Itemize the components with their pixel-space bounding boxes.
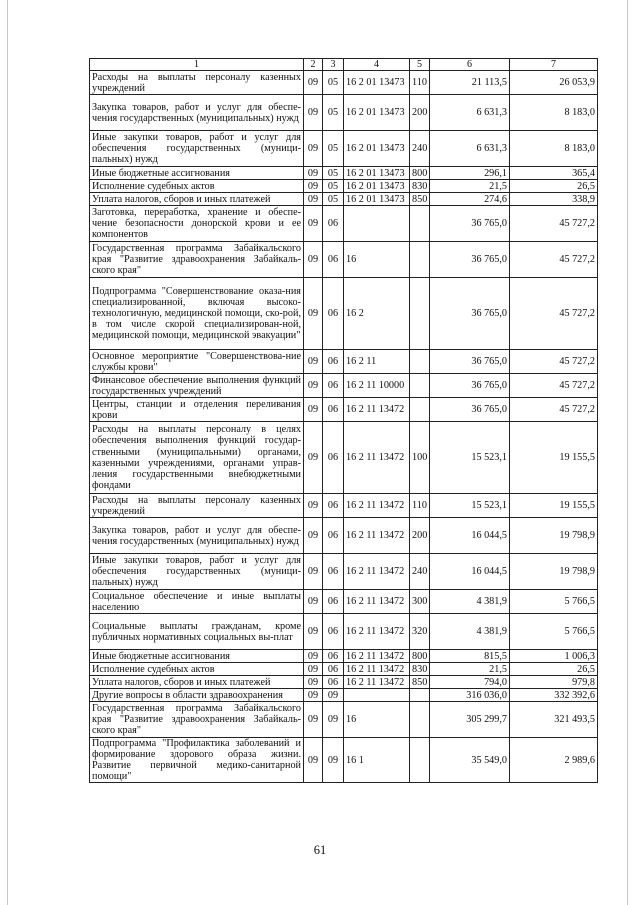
row-target-code: 16 2 11 13472 [344, 518, 410, 554]
row-subsection: 06 [323, 374, 344, 398]
row-target-code: 16 2 11 13472 [344, 650, 410, 663]
row-amount-col6: 316 036,0 [430, 689, 510, 702]
row-amount-col7: 45 727,2 [510, 398, 598, 422]
row-expense-type: 830 [410, 180, 430, 193]
table-row [90, 206, 598, 242]
row-target-code: 16 2 11 10000 [344, 374, 410, 398]
row-subsection: 06 [323, 518, 344, 554]
row-name: Социальное обеспечение и иные выплаты населению [90, 590, 304, 614]
row-amount-col7: 19 798,9 [510, 518, 598, 554]
row-subsection: 06 [323, 614, 344, 650]
header-cell-5: 5 [410, 59, 430, 71]
row-section: 09 [304, 422, 323, 494]
row-subsection: 06 [323, 206, 344, 242]
budget-table [89, 58, 598, 783]
header-cell-2: 2 [304, 59, 323, 71]
row-expense-type: 100 [410, 422, 430, 494]
row-amount-col7: 365,4 [510, 167, 598, 180]
table-row [90, 131, 598, 167]
row-amount-col6: 794,0 [430, 676, 510, 689]
header-cell-6: 6 [430, 59, 510, 71]
table-row [90, 676, 598, 689]
row-amount-col6: 36 765,0 [430, 398, 510, 422]
table-row [90, 422, 598, 494]
row-amount-col6: 4 381,9 [430, 614, 510, 650]
header-cell-3: 3 [323, 59, 344, 71]
row-section: 09 [304, 554, 323, 590]
row-amount-col7: 8 183,0 [510, 95, 598, 131]
row-amount-col7: 321 493,5 [510, 702, 598, 738]
row-section: 09 [304, 518, 323, 554]
table-row [90, 242, 598, 278]
row-expense-type [410, 398, 430, 422]
table-row [90, 702, 598, 738]
row-subsection: 06 [323, 278, 344, 350]
row-name: Закупка товаров, работ и услуг для обеспе-чения государственных (муниципальных) нужд [90, 518, 304, 554]
row-name: Другие вопросы в области здравоохранения [90, 689, 304, 702]
row-subsection: 09 [323, 689, 344, 702]
row-target-code: 16 2 01 13473 [344, 167, 410, 180]
row-amount-col6: 274,6 [430, 193, 510, 206]
row-expense-type: 850 [410, 193, 430, 206]
row-target-code: 16 1 [344, 738, 410, 783]
row-target-code: 16 2 01 13473 [344, 131, 410, 167]
row-subsection: 05 [323, 167, 344, 180]
row-amount-col7: 45 727,2 [510, 350, 598, 374]
row-expense-type [410, 374, 430, 398]
row-expense-type [410, 242, 430, 278]
header-cell-1: 1 [90, 59, 304, 71]
row-section: 09 [304, 663, 323, 676]
row-target-code: 16 2 11 13472 [344, 663, 410, 676]
row-amount-col6: 21,5 [430, 180, 510, 193]
table-row [90, 738, 598, 783]
row-name: Иные закупки товаров, работ и услуг для обеспечения государственных (муници-пальных) нужд [90, 554, 304, 590]
header-cell-7: 7 [510, 59, 598, 71]
row-amount-col7: 332 392,6 [510, 689, 598, 702]
row-subsection: 06 [323, 350, 344, 374]
row-expense-type: 830 [410, 663, 430, 676]
row-expense-type [410, 738, 430, 783]
row-expense-type: 800 [410, 650, 430, 663]
row-expense-type [410, 702, 430, 738]
row-section: 09 [304, 206, 323, 242]
row-amount-col6: 36 765,0 [430, 374, 510, 398]
table-row [90, 614, 598, 650]
row-amount-col6: 6 631,3 [430, 95, 510, 131]
row-subsection: 05 [323, 71, 344, 95]
table-row [90, 193, 598, 206]
row-target-code: 16 2 11 13472 [344, 494, 410, 518]
row-expense-type: 320 [410, 614, 430, 650]
row-name: Государственная программа Забайкальского края "Развитие здравоохранения Забайкаль-ского края" [90, 702, 304, 738]
row-expense-type [410, 278, 430, 350]
row-target-code: 16 2 [344, 278, 410, 350]
row-subsection: 09 [323, 738, 344, 783]
row-expense-type [410, 206, 430, 242]
row-expense-type [410, 689, 430, 702]
row-section: 09 [304, 494, 323, 518]
row-expense-type: 800 [410, 167, 430, 180]
row-section: 09 [304, 278, 323, 350]
row-subsection: 05 [323, 95, 344, 131]
row-target-code [344, 206, 410, 242]
row-name: Государственная программа Забайкальского края "Развитие здравоохранения Забайкаль-ского края" [90, 242, 304, 278]
budget-table-body [90, 59, 598, 783]
row-amount-col7: 45 727,2 [510, 278, 598, 350]
row-amount-col7: 26 053,9 [510, 71, 598, 95]
table-row [90, 650, 598, 663]
row-name: Расходы на выплаты персоналу казенных учреждений [90, 71, 304, 95]
row-subsection: 06 [323, 676, 344, 689]
row-amount-col7: 19 155,5 [510, 422, 598, 494]
row-name: Расходы на выплаты персоналу казенных учреждений [90, 494, 304, 518]
row-amount-col6: 296,1 [430, 167, 510, 180]
row-target-code: 16 [344, 702, 410, 738]
row-name: Подпрограмма "Совершенствование оказа-ния специализированной, включая высоко-технологичную, медицинской помощи, ско-рой, в том числе скорой специализирован-ной, медицинской помощи, медицинской эвакуации" [90, 278, 304, 350]
row-amount-col6: 305 299,7 [430, 702, 510, 738]
row-subsection: 06 [323, 663, 344, 676]
table-row [90, 689, 598, 702]
scan-left-edge [7, 0, 8, 905]
header-row [90, 59, 598, 71]
row-subsection: 06 [323, 242, 344, 278]
row-amount-col7: 26,5 [510, 663, 598, 676]
table-row [90, 71, 598, 95]
row-amount-col6: 36 765,0 [430, 350, 510, 374]
row-amount-col6: 36 765,0 [430, 206, 510, 242]
scan-right-edge [627, 0, 628, 905]
row-section: 09 [304, 350, 323, 374]
row-amount-col6: 15 523,1 [430, 422, 510, 494]
row-name: Социальные выплаты гражданам, кроме публичных нормативных социальных вы-плат [90, 614, 304, 650]
row-amount-col6: 36 765,0 [430, 278, 510, 350]
row-name: Исполнение судебных актов [90, 180, 304, 193]
row-name: Расходы на выплаты персоналу в целях обеспечения выполнения функций государ-ственными (муниципальными) органами, казенными учреждениями, органами управ-ления государственными внебюджетными фондами [90, 422, 304, 494]
page-number: 61 [313, 843, 327, 857]
row-amount-col7: 8 183,0 [510, 131, 598, 167]
row-amount-col7: 338,9 [510, 193, 598, 206]
row-target-code: 16 2 11 13472 [344, 554, 410, 590]
row-amount-col6: 15 523,1 [430, 494, 510, 518]
row-name: Основное мероприятие "Совершенствова-ние службы крови" [90, 350, 304, 374]
row-target-code: 16 2 01 13473 [344, 180, 410, 193]
row-expense-type [410, 350, 430, 374]
table-row [90, 95, 598, 131]
row-amount-col6: 35 549,0 [430, 738, 510, 783]
row-subsection: 06 [323, 398, 344, 422]
row-amount-col7: 5 766,5 [510, 590, 598, 614]
row-section: 09 [304, 193, 323, 206]
row-subsection: 06 [323, 650, 344, 663]
row-amount-col6: 4 381,9 [430, 590, 510, 614]
row-expense-type: 110 [410, 494, 430, 518]
row-expense-type: 200 [410, 95, 430, 131]
row-target-code: 16 2 11 [344, 350, 410, 374]
table-row [90, 167, 598, 180]
row-amount-col7: 5 766,5 [510, 614, 598, 650]
row-name: Финансовое обеспечение выполнения функций государственных учреждений [90, 374, 304, 398]
row-amount-col7: 45 727,2 [510, 206, 598, 242]
row-target-code: 16 2 11 13472 [344, 590, 410, 614]
table-row [90, 518, 598, 554]
row-target-code: 16 2 01 13473 [344, 95, 410, 131]
row-target-code [344, 689, 410, 702]
row-expense-type: 850 [410, 676, 430, 689]
row-amount-col7: 1 006,3 [510, 650, 598, 663]
row-name: Иные бюджетные ассигнования [90, 167, 304, 180]
row-expense-type: 200 [410, 518, 430, 554]
row-section: 09 [304, 242, 323, 278]
row-amount-col7: 2 989,6 [510, 738, 598, 783]
table-row [90, 554, 598, 590]
row-name: Подпрограмма "Профилактика заболеваний и формирование здорового образа жизни. Развитие первичной медико-санитарной помощи" [90, 738, 304, 783]
row-subsection: 06 [323, 590, 344, 614]
row-amount-col6: 6 631,3 [430, 131, 510, 167]
row-amount-col7: 26,5 [510, 180, 598, 193]
row-target-code: 16 2 11 13472 [344, 676, 410, 689]
row-expense-type: 300 [410, 590, 430, 614]
row-expense-type: 240 [410, 554, 430, 590]
table-row [90, 350, 598, 374]
row-section: 09 [304, 131, 323, 167]
row-section: 09 [304, 71, 323, 95]
row-name: Закупка товаров, работ и услуг для обеспе-чения государственных (муниципальных) нужд [90, 95, 304, 131]
row-target-code: 16 2 01 13473 [344, 193, 410, 206]
table-row [90, 278, 598, 350]
row-amount-col6: 21 113,5 [430, 71, 510, 95]
row-section: 09 [304, 374, 323, 398]
table-row [90, 374, 598, 398]
row-target-code: 16 2 11 13472 [344, 398, 410, 422]
row-name: Исполнение судебных актов [90, 663, 304, 676]
row-amount-col6: 16 044,5 [430, 554, 510, 590]
row-amount-col7: 45 727,2 [510, 374, 598, 398]
row-amount-col7: 19 798,9 [510, 554, 598, 590]
table-row [90, 398, 598, 422]
row-subsection: 05 [323, 131, 344, 167]
row-target-code: 16 2 01 13473 [344, 71, 410, 95]
row-name: Иные бюджетные ассигнования [90, 650, 304, 663]
table-row [90, 590, 598, 614]
row-section: 09 [304, 167, 323, 180]
row-amount-col7: 979,8 [510, 676, 598, 689]
row-amount-col7: 19 155,5 [510, 494, 598, 518]
row-amount-col6: 36 765,0 [430, 242, 510, 278]
row-section: 09 [304, 689, 323, 702]
row-section: 09 [304, 702, 323, 738]
row-section: 09 [304, 95, 323, 131]
row-name: Уплата налогов, сборов и иных платежей [90, 676, 304, 689]
row-section: 09 [304, 738, 323, 783]
row-target-code: 16 2 11 13472 [344, 614, 410, 650]
row-target-code: 16 [344, 242, 410, 278]
row-amount-col7: 45 727,2 [510, 242, 598, 278]
row-section: 09 [304, 398, 323, 422]
row-amount-col6: 21,5 [430, 663, 510, 676]
table-row [90, 180, 598, 193]
row-subsection: 05 [323, 180, 344, 193]
row-amount-col6: 16 044,5 [430, 518, 510, 554]
row-expense-type: 240 [410, 131, 430, 167]
row-section: 09 [304, 590, 323, 614]
row-section: 09 [304, 650, 323, 663]
row-subsection: 06 [323, 554, 344, 590]
row-subsection: 06 [323, 422, 344, 494]
row-name: Заготовка, переработка, хранение и обеспе-чение безопасности донорской крови и ее компонентов [90, 206, 304, 242]
row-section: 09 [304, 614, 323, 650]
row-section: 09 [304, 180, 323, 193]
row-name: Уплата налогов, сборов и иных платежей [90, 193, 304, 206]
table-row [90, 663, 598, 676]
row-section: 09 [304, 676, 323, 689]
row-target-code: 16 2 11 13472 [344, 422, 410, 494]
row-name: Центры, станции и отделения переливания крови [90, 398, 304, 422]
row-amount-col6: 815,5 [430, 650, 510, 663]
header-cell-4: 4 [344, 59, 410, 71]
row-name: Иные закупки товаров, работ и услуг для обеспечения государственных (муници-пальных) нужд [90, 131, 304, 167]
row-subsection: 05 [323, 193, 344, 206]
row-expense-type: 110 [410, 71, 430, 95]
table-row [90, 494, 598, 518]
row-subsection: 09 [323, 702, 344, 738]
row-subsection: 06 [323, 494, 344, 518]
